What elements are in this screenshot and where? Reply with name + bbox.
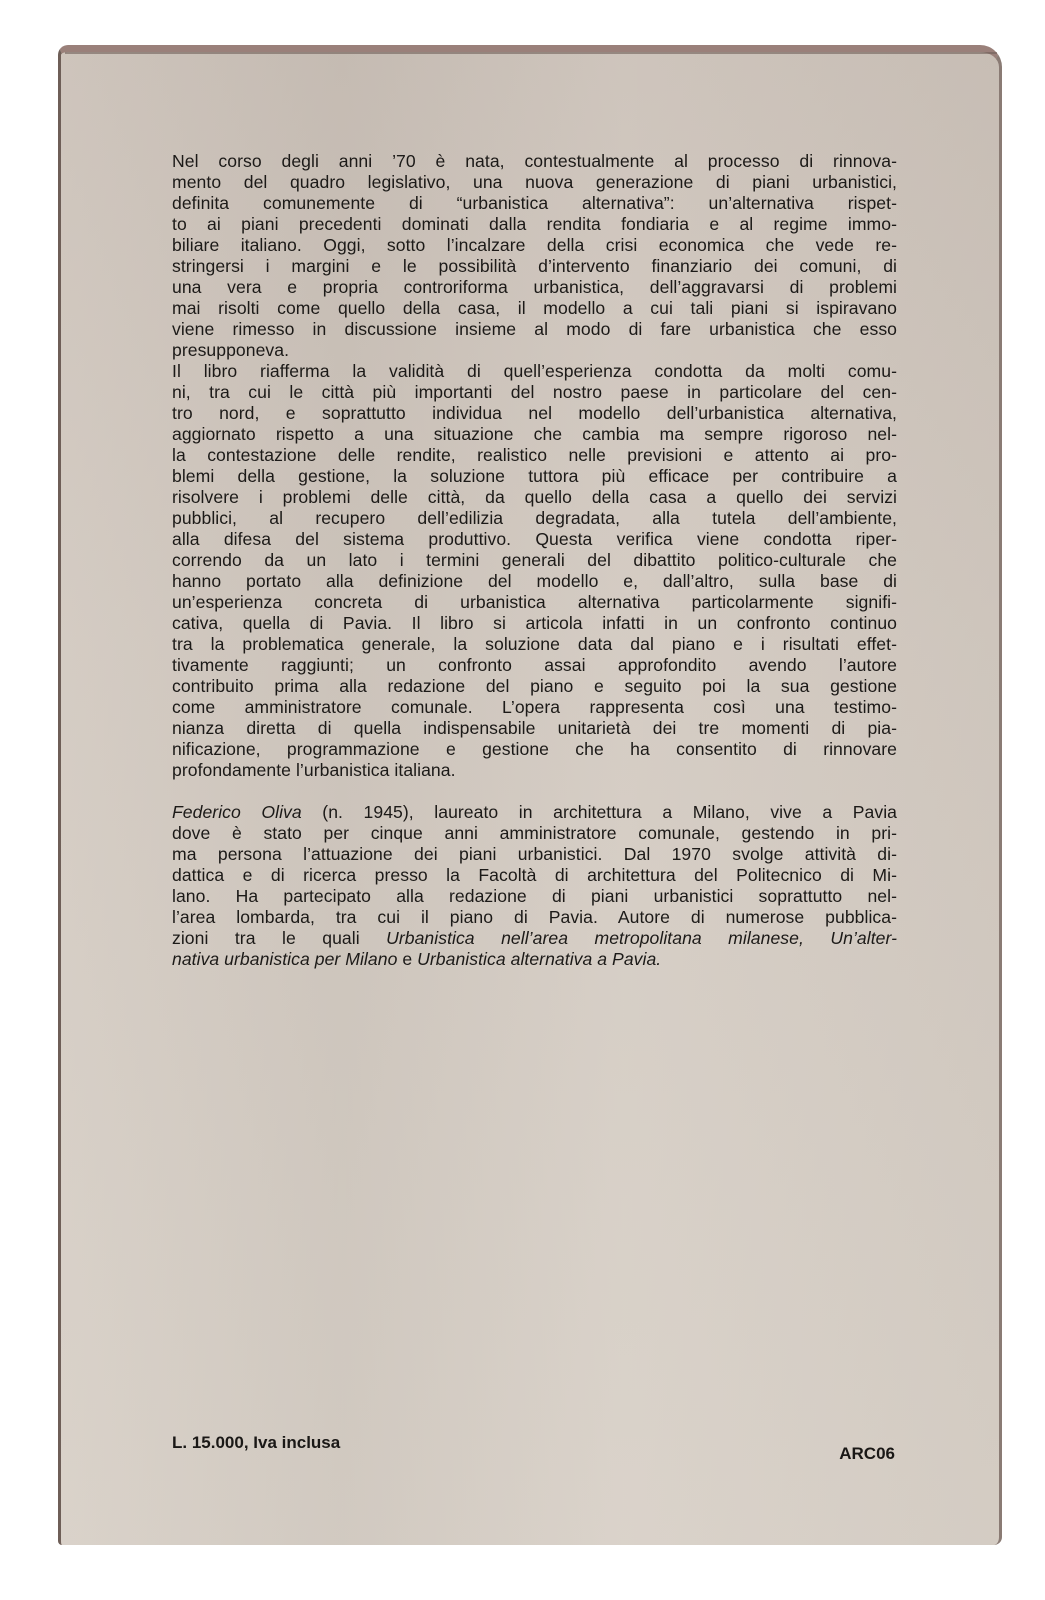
text-line: come amministratore comunale. L’opera rappresenta così una testimo- [172, 697, 897, 717]
text-line: aggiornato rispetto a una situazione che cambia ma sempre rigoroso nel- [172, 424, 897, 444]
price-label: L. 15.000, Iva inclusa [172, 1433, 341, 1452]
text-line: cativa, quella di Pavia. Il libro si articola infatti in un confronto continuo [172, 613, 897, 633]
text-line: tra la problematica generale, la soluzione data dal piano e i risultati effet- [172, 634, 897, 654]
text-line: nificazione, programmazione e gestione che ha consentito di rinnovare [172, 739, 897, 759]
text-line: to ai piani precedenti dominati dalla rendita fondiaria e al regime immo- [172, 214, 897, 234]
text-line: lano. Ha partecipato alla redazione di piani urbanistici soprattutto nel- [172, 886, 897, 906]
bio-text: e [397, 949, 418, 969]
text-line: pubblici, al recupero dell’edilizia degradata, alla tutela dell’ambiente, [172, 508, 897, 528]
text-line: ni, tra cui le città più importanti del nostro paese in particolare del cen- [172, 382, 897, 402]
text-line: la contestazione delle rendite, realistico nelle previsioni e attento ai pro- [172, 445, 897, 465]
text-line [172, 949, 897, 970]
text-line: risolvere i problemi delle città, da quello della casa a quello dei servizi [172, 487, 897, 507]
text-line: hanno portato alla definizione del modello e, dall’altro, sulla base di [172, 571, 897, 591]
text-line [172, 928, 897, 949]
text-line: viene rimesso in discussione insieme al modo di fare urbanistica che esso [172, 319, 897, 339]
text-line: una vera e propria controriforma urbanistica, dell’aggravarsi di problemi [172, 277, 897, 297]
bio-text: zioni tra le quali [172, 928, 387, 948]
text-line: l’area lombarda, tra cui il piano di Pavia. Autore di numerose pubblica- [172, 907, 897, 927]
text-line: presupponeva. [172, 340, 290, 360]
text-line: biliare italiano. Oggi, sotto l’incalzare della crisi economica che vede re- [172, 235, 897, 255]
book-title: Urbanistica nell’area metropolitana milanese, Un’alter- [386, 928, 897, 948]
text-line: stringersi i margini e le possibilità d’intervento finanziario dei comuni, di [172, 256, 897, 276]
text-line: mai risolti come quello della casa, il modello a cui tali piani si ispiravano [172, 298, 897, 318]
text-line: dove è stato per cinque anni amministratore comunale, gestendo in pri- [172, 823, 897, 843]
text-line: Il libro riafferma la validità di quell’esperienza condotta da molti comu- [172, 361, 897, 381]
text-line: dattica e di ricerca presso la Facoltà di architettura del Politecnico di Mi- [172, 865, 897, 885]
author-bio [172, 802, 897, 970]
catalog-code: ARC06 [839, 1444, 895, 1463]
text-line: definita comunemente di “urbanistica alternativa”: un’alternativa rispet- [172, 193, 897, 213]
blurb-text [172, 151, 897, 970]
cover-top-edge [65, 52, 997, 54]
book-title: nativa urbanistica per Milano [172, 949, 398, 969]
text-line: Nel corso degli anni ’70 è nata, contestualmente al processo di rinnova- [172, 151, 897, 171]
text-line: correndo da un lato i termini generali del dibattito politico-culturale che [172, 550, 897, 570]
text-line [172, 802, 897, 823]
text-line: tivamente raggiunti; un confronto assai approfondito avendo l’autore [172, 655, 897, 675]
paragraph-intro [172, 151, 897, 361]
text-line: profondamente l’urbanistica italiana. [172, 760, 456, 780]
bio-text: (n. 1945), laureato in architettura a Milano, vive a Pavia [301, 802, 898, 822]
text-line: nianza diretta di quella indispensabile unitarietà dei tre momenti di pia- [172, 718, 897, 738]
text-line: alla difesa del sistema produttivo. Questa verifica viene condotta riper- [172, 529, 897, 549]
author-name: Federico Oliva [172, 802, 302, 822]
text-line: contribuito prima alla redazione del piano e seguito poi la sua gestione [172, 676, 897, 696]
book-title: Urbanistica alternativa a Pavia. [417, 949, 662, 969]
text-line: ma persona l’attuazione dei piani urbanistici. Dal 1970 svolge attività di- [172, 844, 897, 864]
text-line: blemi della gestione, la soluzione tuttora più efficace per contribuire a [172, 466, 897, 486]
paragraph-book-summary [172, 361, 897, 781]
text-line: un’esperienza concreta di urbanistica alternativa particolarmente signifi- [172, 592, 897, 612]
text-line: tro nord, e soprattutto individua nel modello dell’urbanistica alternativa, [172, 403, 897, 423]
text-line: mento del quadro legislativo, una nuova generazione di piani urbanistici, [172, 172, 897, 192]
paragraph-spacer [172, 781, 897, 802]
